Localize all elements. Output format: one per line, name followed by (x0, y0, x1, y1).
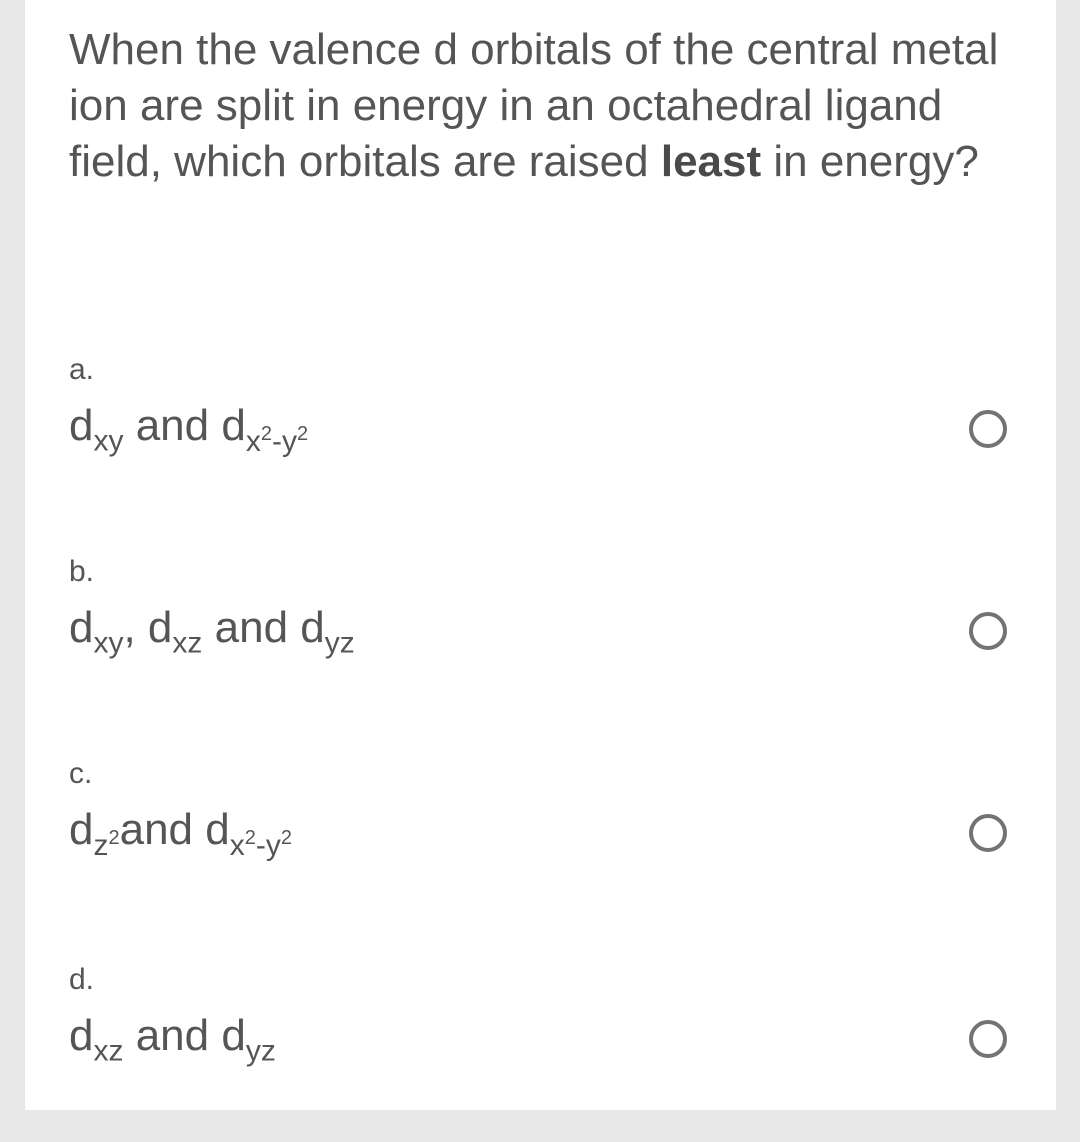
option-b[interactable] (25, 554, 1056, 734)
orbital-superscript: 2 (296, 422, 309, 445)
option-text-segment: d (69, 401, 94, 450)
option-text-segment: d (69, 805, 94, 854)
option-text-segment: and d (123, 1011, 246, 1060)
question-text (69, 22, 1029, 190)
radio-unselected-icon[interactable] (969, 814, 1007, 852)
question-emphasis: least (660, 137, 762, 186)
orbital-subscript-text: yz (324, 626, 355, 660)
orbital-subscript-text: xy (93, 424, 124, 458)
orbital-subscript (255, 826, 292, 862)
orbital-subscript-text: yz (245, 1034, 276, 1068)
option-text-segment: , d (123, 603, 173, 652)
orbital-superscript: 2 (108, 826, 120, 849)
orbital-subscript-text: xy (93, 626, 124, 660)
orbital-subscript (229, 826, 256, 862)
question-text-start: When the valence d orbitals of the central metal ion are split in energy in an octahedral ligand field, which orbitals are raised (69, 25, 999, 186)
orbital-subscript (271, 422, 309, 458)
option-letter: c. (69, 757, 93, 790)
option-text-segment: and d (119, 805, 230, 854)
option-label (69, 398, 309, 458)
option-text-segment: d (69, 1011, 94, 1060)
orbital-subscript (246, 1035, 276, 1068)
orbital-subscript (93, 1035, 123, 1068)
orbital-superscript: 2 (280, 826, 292, 849)
radio-unselected-icon[interactable] (969, 1020, 1007, 1058)
option-text-segment: and d (123, 401, 246, 450)
option-letter: b. (69, 555, 95, 588)
orbital-subscript (93, 425, 123, 458)
orbital-subscript (245, 422, 272, 458)
orbital-superscript: 2 (244, 826, 256, 849)
orbital-subscript (93, 627, 123, 660)
option-letter: d. (69, 963, 95, 996)
question-card (25, 0, 1056, 1110)
orbital-subscript (93, 826, 120, 862)
orbital-subscript (172, 627, 202, 660)
orbital-subscript-text: -y (255, 828, 281, 862)
orbital-subscript-text: xz (172, 626, 203, 660)
orbital-subscript (325, 627, 355, 660)
option-label (69, 1008, 276, 1068)
orbital-subscript-text: z (93, 828, 109, 862)
orbital-subscript-text: -y (271, 424, 297, 458)
option-label (69, 600, 355, 660)
orbital-subscript-text: x (229, 828, 245, 862)
question-text-end: in energy? (761, 137, 979, 186)
orbital-superscript: 2 (260, 422, 272, 445)
option-a[interactable] (25, 352, 1056, 532)
option-label (69, 802, 292, 862)
option-c[interactable] (25, 756, 1056, 936)
option-text-segment: d (69, 603, 94, 652)
radio-unselected-icon[interactable] (969, 410, 1007, 448)
orbital-subscript-text: x (245, 424, 261, 458)
orbital-subscript-text: xz (93, 1034, 124, 1068)
option-d[interactable] (25, 962, 1056, 1142)
option-text-segment: and d (202, 603, 325, 652)
radio-unselected-icon[interactable] (969, 612, 1007, 650)
option-letter: a. (69, 353, 95, 386)
